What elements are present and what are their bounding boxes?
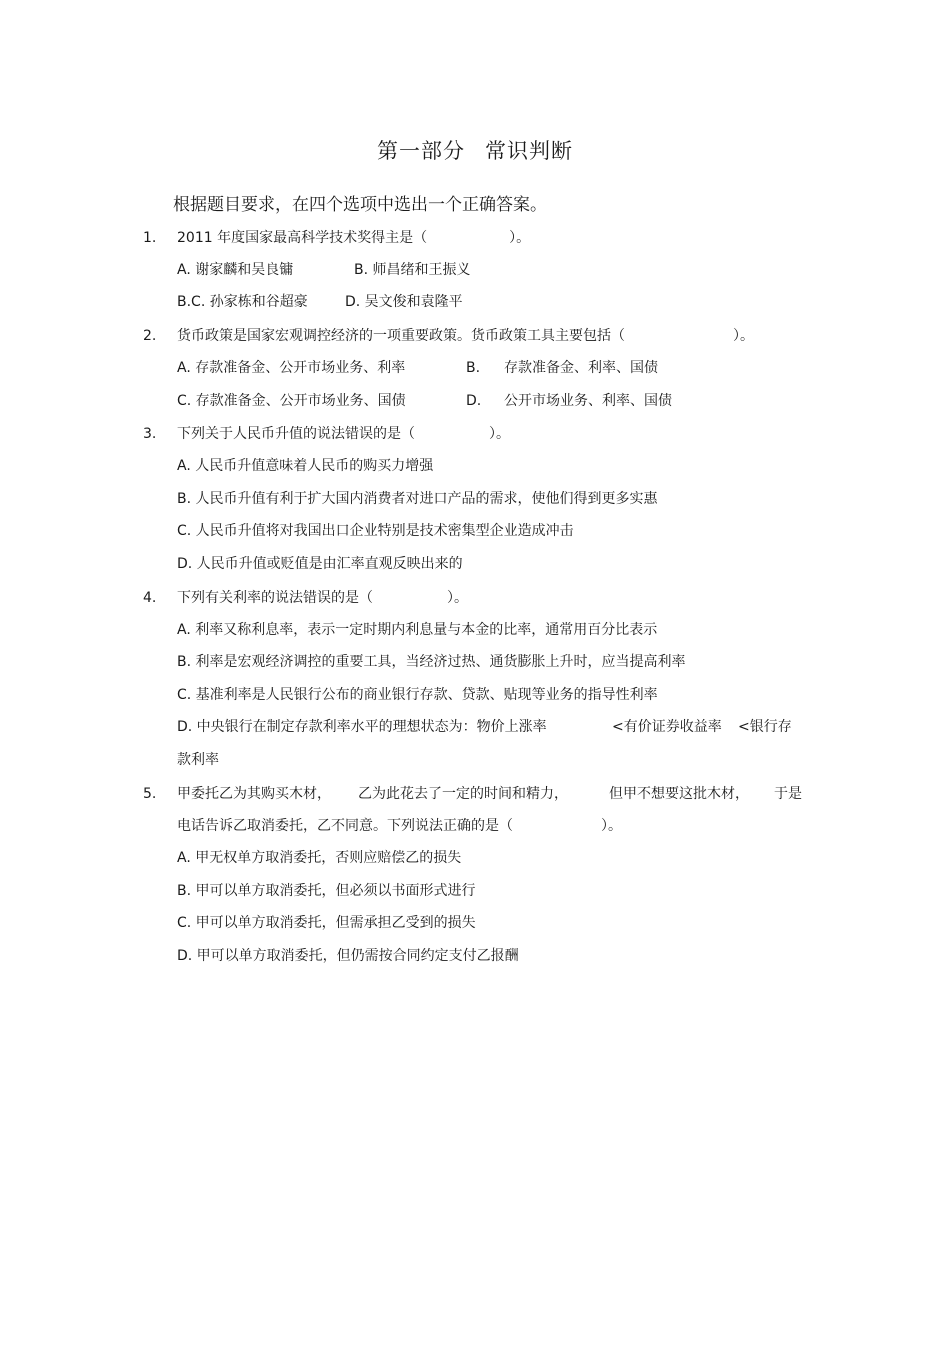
option-b: B. 利率是宏观经济调控的重要工具，当经济过热、通货膨胀上升时，应当提高利率	[177, 654, 686, 670]
section-title	[0, 135, 950, 165]
option-d-letter: D.	[466, 393, 482, 409]
option-d: 公开市场业务、利率、国债	[504, 393, 672, 409]
question-stem-segment-3: 但甲不想要这批木材，	[609, 786, 749, 802]
option-d: D. 甲可以单方取消委托，但仍需按合同约定支付乙报酬	[177, 948, 519, 964]
stem-text-end: ）。	[733, 328, 754, 344]
question-stem-line-2	[177, 816, 622, 836]
question-stem	[177, 424, 510, 444]
question-number: 4.	[143, 590, 157, 606]
option-a: A. 存款准备金、公开市场业务、利率	[177, 360, 406, 376]
question-number: 1.	[143, 230, 157, 246]
option-c: B.C. 孙家栋和谷超豪	[177, 294, 308, 310]
option-c: C. 存款准备金、公开市场业务、国债	[177, 393, 406, 409]
question-number: 3.	[143, 426, 157, 442]
option-d-part-3: <银行存	[738, 719, 792, 735]
stem-text: 货币政策是国家宏观调控经济的一项重要政策。货币政策工具主要包括（	[177, 328, 625, 344]
stem-text: 下列关于人民币升值的说法错误的是（	[177, 426, 415, 442]
option-c: C. 人民币升值将对我国出口企业特别是技术密集型企业造成冲击	[177, 523, 574, 539]
option-b-letter: B.	[466, 360, 481, 376]
stem-text-end: ）。	[447, 590, 468, 606]
stem-text: 下列有关利率的说法错误的是（	[177, 590, 373, 606]
question-stem-segment-2: 乙为此花去了一定的时间和精力，	[358, 786, 568, 802]
option-b: B. 人民币升值有利于扩大国内消费者对进口产品的需求，使他们得到更多实惠	[177, 491, 658, 507]
option-d: D. 人民币升值或贬值是由汇率直观反映出来的	[177, 556, 463, 572]
instruction-text: 根据题目要求，在四个选项中选出一个正确答案。	[173, 195, 547, 215]
option-c: C. 基准利率是人民银行公布的商业银行存款、贷款、贴现等业务的指导性利率	[177, 687, 658, 703]
option-a: A. 甲无权单方取消委托，否则应赔偿乙的损失	[177, 850, 462, 866]
stem-text: 2011 年度国家最高科学技术奖得主是（	[177, 230, 428, 246]
question-stem-segment-1: 甲委托乙为其购买木材，	[177, 786, 331, 802]
option-d: D. 吴文俊和袁隆平	[345, 294, 463, 310]
section-title-name: 常识判断	[485, 139, 573, 163]
stem-text: 电话告诉乙取消委托，乙不同意。下列说法正确的是（	[177, 818, 513, 834]
option-c: C. 甲可以单方取消委托，但需承担乙受到的损失	[177, 915, 476, 931]
stem-text-end: ）。	[601, 818, 622, 834]
question-stem-segment-4: 于是	[774, 786, 802, 802]
question-stem	[177, 588, 468, 608]
section-title-part: 第一部分	[377, 139, 465, 163]
option-b: B. 师昌绪和王振义	[354, 262, 471, 278]
option-d-part-2: <有价证券收益率	[612, 719, 722, 735]
option-d-continuation: 款利率	[177, 752, 219, 768]
option-b: B. 甲可以单方取消委托，但必须以书面形式进行	[177, 883, 476, 899]
option-b: 存款准备金、利率、国债	[504, 360, 658, 376]
option-a: A. 人民币升值意味着人民币的购买力增强	[177, 458, 434, 474]
stem-text-end: ）。	[489, 426, 510, 442]
option-d-part-1: D. 中央银行在制定存款利率水平的理想状态为：物价上涨率	[177, 719, 547, 735]
option-a: A. 谢家麟和吴良镛	[177, 262, 294, 278]
question-number: 2.	[143, 328, 157, 344]
question-stem	[177, 228, 530, 248]
question-number: 5.	[143, 786, 157, 802]
option-a: A. 利率又称利息率，表示一定时期内利息量与本金的比率，通常用百分比表示	[177, 622, 658, 638]
stem-text-end: ）。	[509, 230, 531, 246]
question-stem	[177, 326, 754, 346]
